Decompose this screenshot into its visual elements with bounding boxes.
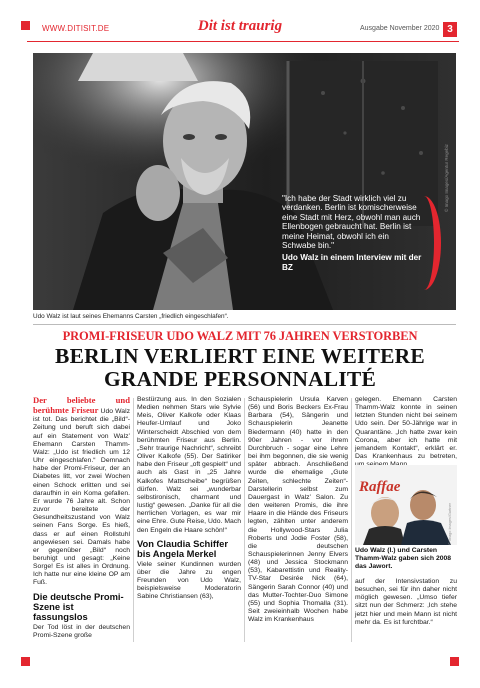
article-column-1	[33, 396, 130, 640]
pull-quote-text: "Ich habe der Stadt wirklich viel zu verdanken. Berlin ist komischerweise eine Stadt mit Herz, obwohl man auch Ellenbogen gebraucht hat. Berlin ist meine Heimat, obwohl ich ein Schwabe bin."	[282, 194, 421, 251]
article-kicker: PROMI-FRISEUR UDO WALZ MIT 76 JAHREN VERSTORBEN	[62, 329, 418, 343]
inset-photo	[355, 465, 457, 545]
inset-backdrop-text: Raffae	[359, 479, 401, 495]
corner-mark-bottom-left	[21, 657, 30, 666]
pull-quote-author: Udo Walz in einem Interview mit der BZ	[282, 253, 422, 272]
article-subhead: Die deutsche Promi-Szene ist fassungslos	[33, 590, 124, 622]
article-column-4	[355, 396, 457, 469]
quote-bracket-decoration	[407, 196, 441, 290]
article-column-2	[137, 396, 241, 601]
column-divider	[244, 398, 245, 642]
headline-line-1: BERLIN VERLIERT EINE WEITERE	[55, 344, 425, 368]
hero-caption: Udo Walz ist laut seines Ehemanns Carsten „friedlich eingeschlafen“.	[33, 313, 229, 320]
article-body-text: Der Tod löst in der deutschen Promi-Szene große	[33, 623, 130, 639]
site-url[interactable]: WWW.DITISIT.DE	[42, 24, 110, 33]
page-number: 3	[443, 22, 457, 37]
article-body-text: auf der Intensivstation zu besuchen, sei für ihn daher nicht möglich gewesen. „Umso tiefer sitzt nun der Schmerz: ‚Ich stehe jetzt hier und mein Mann ist nicht mehr da. Es ist furchtbar.“	[355, 578, 457, 626]
article-body-text: gelegen. Ehemann Carsten Thamm-Walz konnte in seinen letzten Stunden nicht bei seinem Udo sein. Der 50-Jährige war in Quarantäne. „Ich hatte zwar kein Corona, aber ich hatte mit jemandem Kontakt“, erklärt er. Das Krankenhaus zu betreten,	[355, 396, 457, 461]
article-lead: Der beliebte und berühmte Friseur	[33, 395, 130, 416]
article-column-3	[248, 396, 348, 624]
issue-date: Ausgabe November 2020	[360, 25, 440, 32]
section-title: Dit ist traurig	[197, 18, 283, 34]
column-divider	[133, 398, 134, 642]
article-body-text: Udo Walz ist tot. Das berichtet die „Bild“-Zeitung und beruft sich dabei auf ein Statement von Walz’ Ehemann Carsten Thamm-Walz: „Udo ist friedlich um 12 Uhr eingeschlafen.“ Demnach habe der Promi-Friseur, der an Diabetes litt, vor zwei Wochen einen Schock erlitten und sei daraufhin in ein Koma gefallen. Er wurde 76 Jahre alt. Schon zuvor bereitete der Gesundheitszustand von Walz seinen Fans Sorge. Es hieß, dass er auf einen Rollstuhl angewiesen sei. Damals habe er gegenüber „Bild“ noch beruhigt und gesagt: „Keine Sorge! Es ist alles in Ordnung. Ich hatte nur eine kleine OP am Fuß.	[33, 408, 131, 587]
column-divider	[351, 398, 352, 642]
article-body-text: Bestürzung aus. In den Sozialen Medien nehmen Stars wie Sylvie Meis, Oliver Kalkofe oder Klaas Heufer-Umlauf und Joko Winterscheidt Abschied von dem berühmten Friseur aus Berlin. „Sehr traurige Nachricht“, schreibt Oliver Kalkofe (55). Der Satiriker habe den Friseur „oft gespielt“ und auch als Gast in „25 Jahre Kalkofes Mattscheibe“ begrüßen dürfen. Walz sei „wunderbar selbstironisch, charmant und lustig“ gewesen. „Danke für all die herrlichen Vorlagen, es war mir eine Ehre. Gute Reise, Udo. Mach den Engeln die Haare schön!“	[137, 396, 241, 534]
inset-photo-credit: © Imago Images/Gartner	[448, 503, 452, 545]
pull-quote	[282, 194, 422, 272]
headline-line-2: GRANDE PERSONNALITÉ	[104, 367, 376, 391]
article-headline	[0, 345, 480, 391]
hero-photo-credit: © Imago Images/Agentur Regebiz	[444, 144, 449, 212]
article-body-text: Schauspielerin Ursula Karven (56) und Boris Beckers Ex-Frau Barbara (54), Sängerin und Schauspielerin Jeanette Biedermann (40) hatte in den 90er Jahren - vor ihrem Durchbruch - sogar eine Lehre bei ihm begonnen, die sie wenig später abbrach. Anschließend wurde die ehemalige „Gute Zeiten, schlechte Zeiten“-Darstellerin selbst zum Dauergast in Walz’ Salon. Zu den weiteren Promis, die ihre Haare in die Hände des Friseurs legten, zählten unter anderem die Hollywood-Stars Julia Roberts und Jodie Foster (58), die deutschen Schauspielerinnen Jenny Elvers (48) und Jessica Stockmann (53), Kabarettistin und Reality-TV-Star Desirée Nick (64), Sängerin Sarah Connor (40) und das Mutter-Tochter-Duo Simone (55) und Sophia Thomalla (31). Seit zweieinhalb Wochen habe Walz im Krankenhaus	[248, 396, 348, 624]
article-column-4-continued	[355, 578, 457, 627]
article-subhead: Von Claudia Schiffer bis Angela Merkel	[137, 537, 228, 559]
corner-mark-bottom-right	[450, 657, 459, 666]
inset-caption: Udo Walz (l.) und Carsten Thamm-Walz gaben sich 2008 das Jawort.	[355, 547, 452, 570]
article-body-text: Viele seiner Kundinnen wurden über die Jahre zu engen Freunden von Udo Walz, beispielsweise Moderatorin Sabine Christiansen (63),	[137, 560, 241, 601]
header-rule	[27, 41, 459, 42]
caption-rule	[33, 324, 456, 325]
